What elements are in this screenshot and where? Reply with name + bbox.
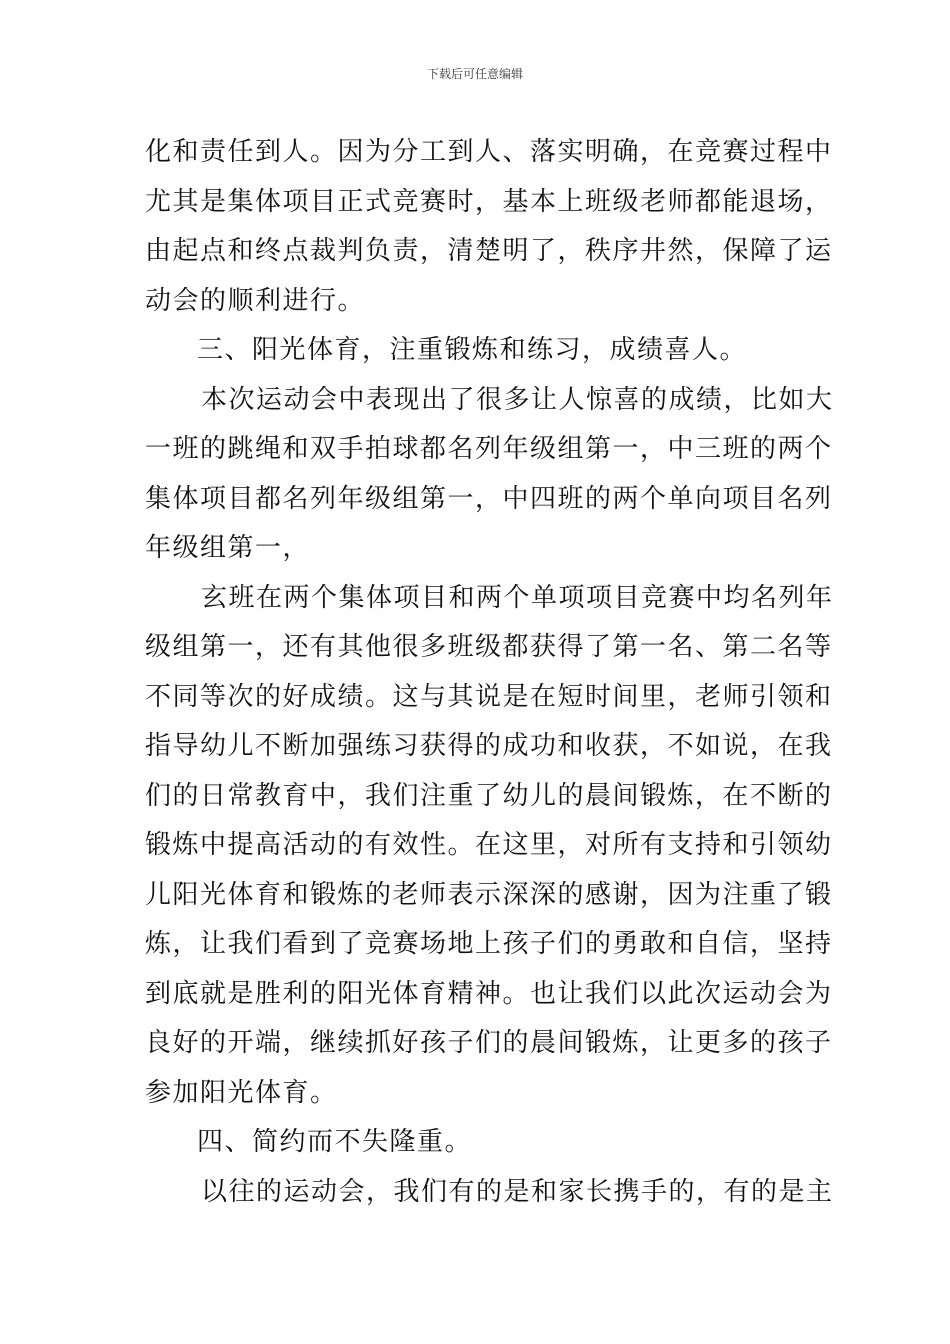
text-line: 一班的跳绳和双手拍球都名列年级组第一，中三班的两个 [145,434,833,464]
text-line: 级组第一，还有其他很多班级都获得了第一名、第二名等 [145,632,833,662]
text-line: 不同等次的好成绩。这与其说是在短时间里，老师引领和 [145,681,833,712]
section-heading: 四、简约而不失隆重。 [197,1127,473,1157]
text-line: 儿阳光体育和锻炼的老师表示深深的感谢，因为注重了锻 [145,879,833,910]
text-line: 化和责任到人。因为分工到人、落实明确，在竞赛过程中 [145,137,833,167]
page-header: 下载后可任意编辑 [426,67,523,81]
text-line: 良好的开端，继续抓好孩子们的晨间锻炼，让更多的孩子 [145,1028,833,1058]
section-heading: 三、阳光体育，注重锻炼和练习，成绩喜人。 [197,335,748,365]
text-line: 参加阳光体育。 [145,1077,338,1108]
text-line: 由起点和终点裁判负责，清楚明了，秩序井然，保障了运 [145,236,833,266]
text-line: 本次运动会中表现出了很多让人惊喜的成绩，比如大 [201,384,834,415]
text-line: 以往的运动会，我们有的是和家长携手的，有的是主 [201,1176,834,1207]
text-line: 尤其是集体项目正式竞赛时，基本上班级老师都能退场， [145,186,833,217]
text-line: 玄班在两个集体项目和两个单项项目竞赛中均名列年 [201,582,834,613]
text-line: 们的日常教育中，我们注重了幼儿的晨间锻炼，在不断的 [145,780,833,811]
text-line: 集体项目都名列年级组第一，中四班的两个单向项目名列 [145,483,833,514]
text-line: 锻炼中提高活动的有效性。在这里，对所有支持和引领幼 [145,830,833,860]
text-line: 年级组第一， [145,533,311,563]
text-line: 到底就是胜利的阳光体育精神。也让我们以此次运动会为 [145,978,833,1009]
text-line: 炼，让我们看到了竞赛场地上孩子们的勇敢和自信，坚持 [145,929,833,959]
document-body [145,128,834,1217]
text-line: 指导幼儿不断加强练习获得的成功和收获，不如说，在我 [145,731,833,761]
text-line: 动会的顺利进行。 [145,285,366,316]
